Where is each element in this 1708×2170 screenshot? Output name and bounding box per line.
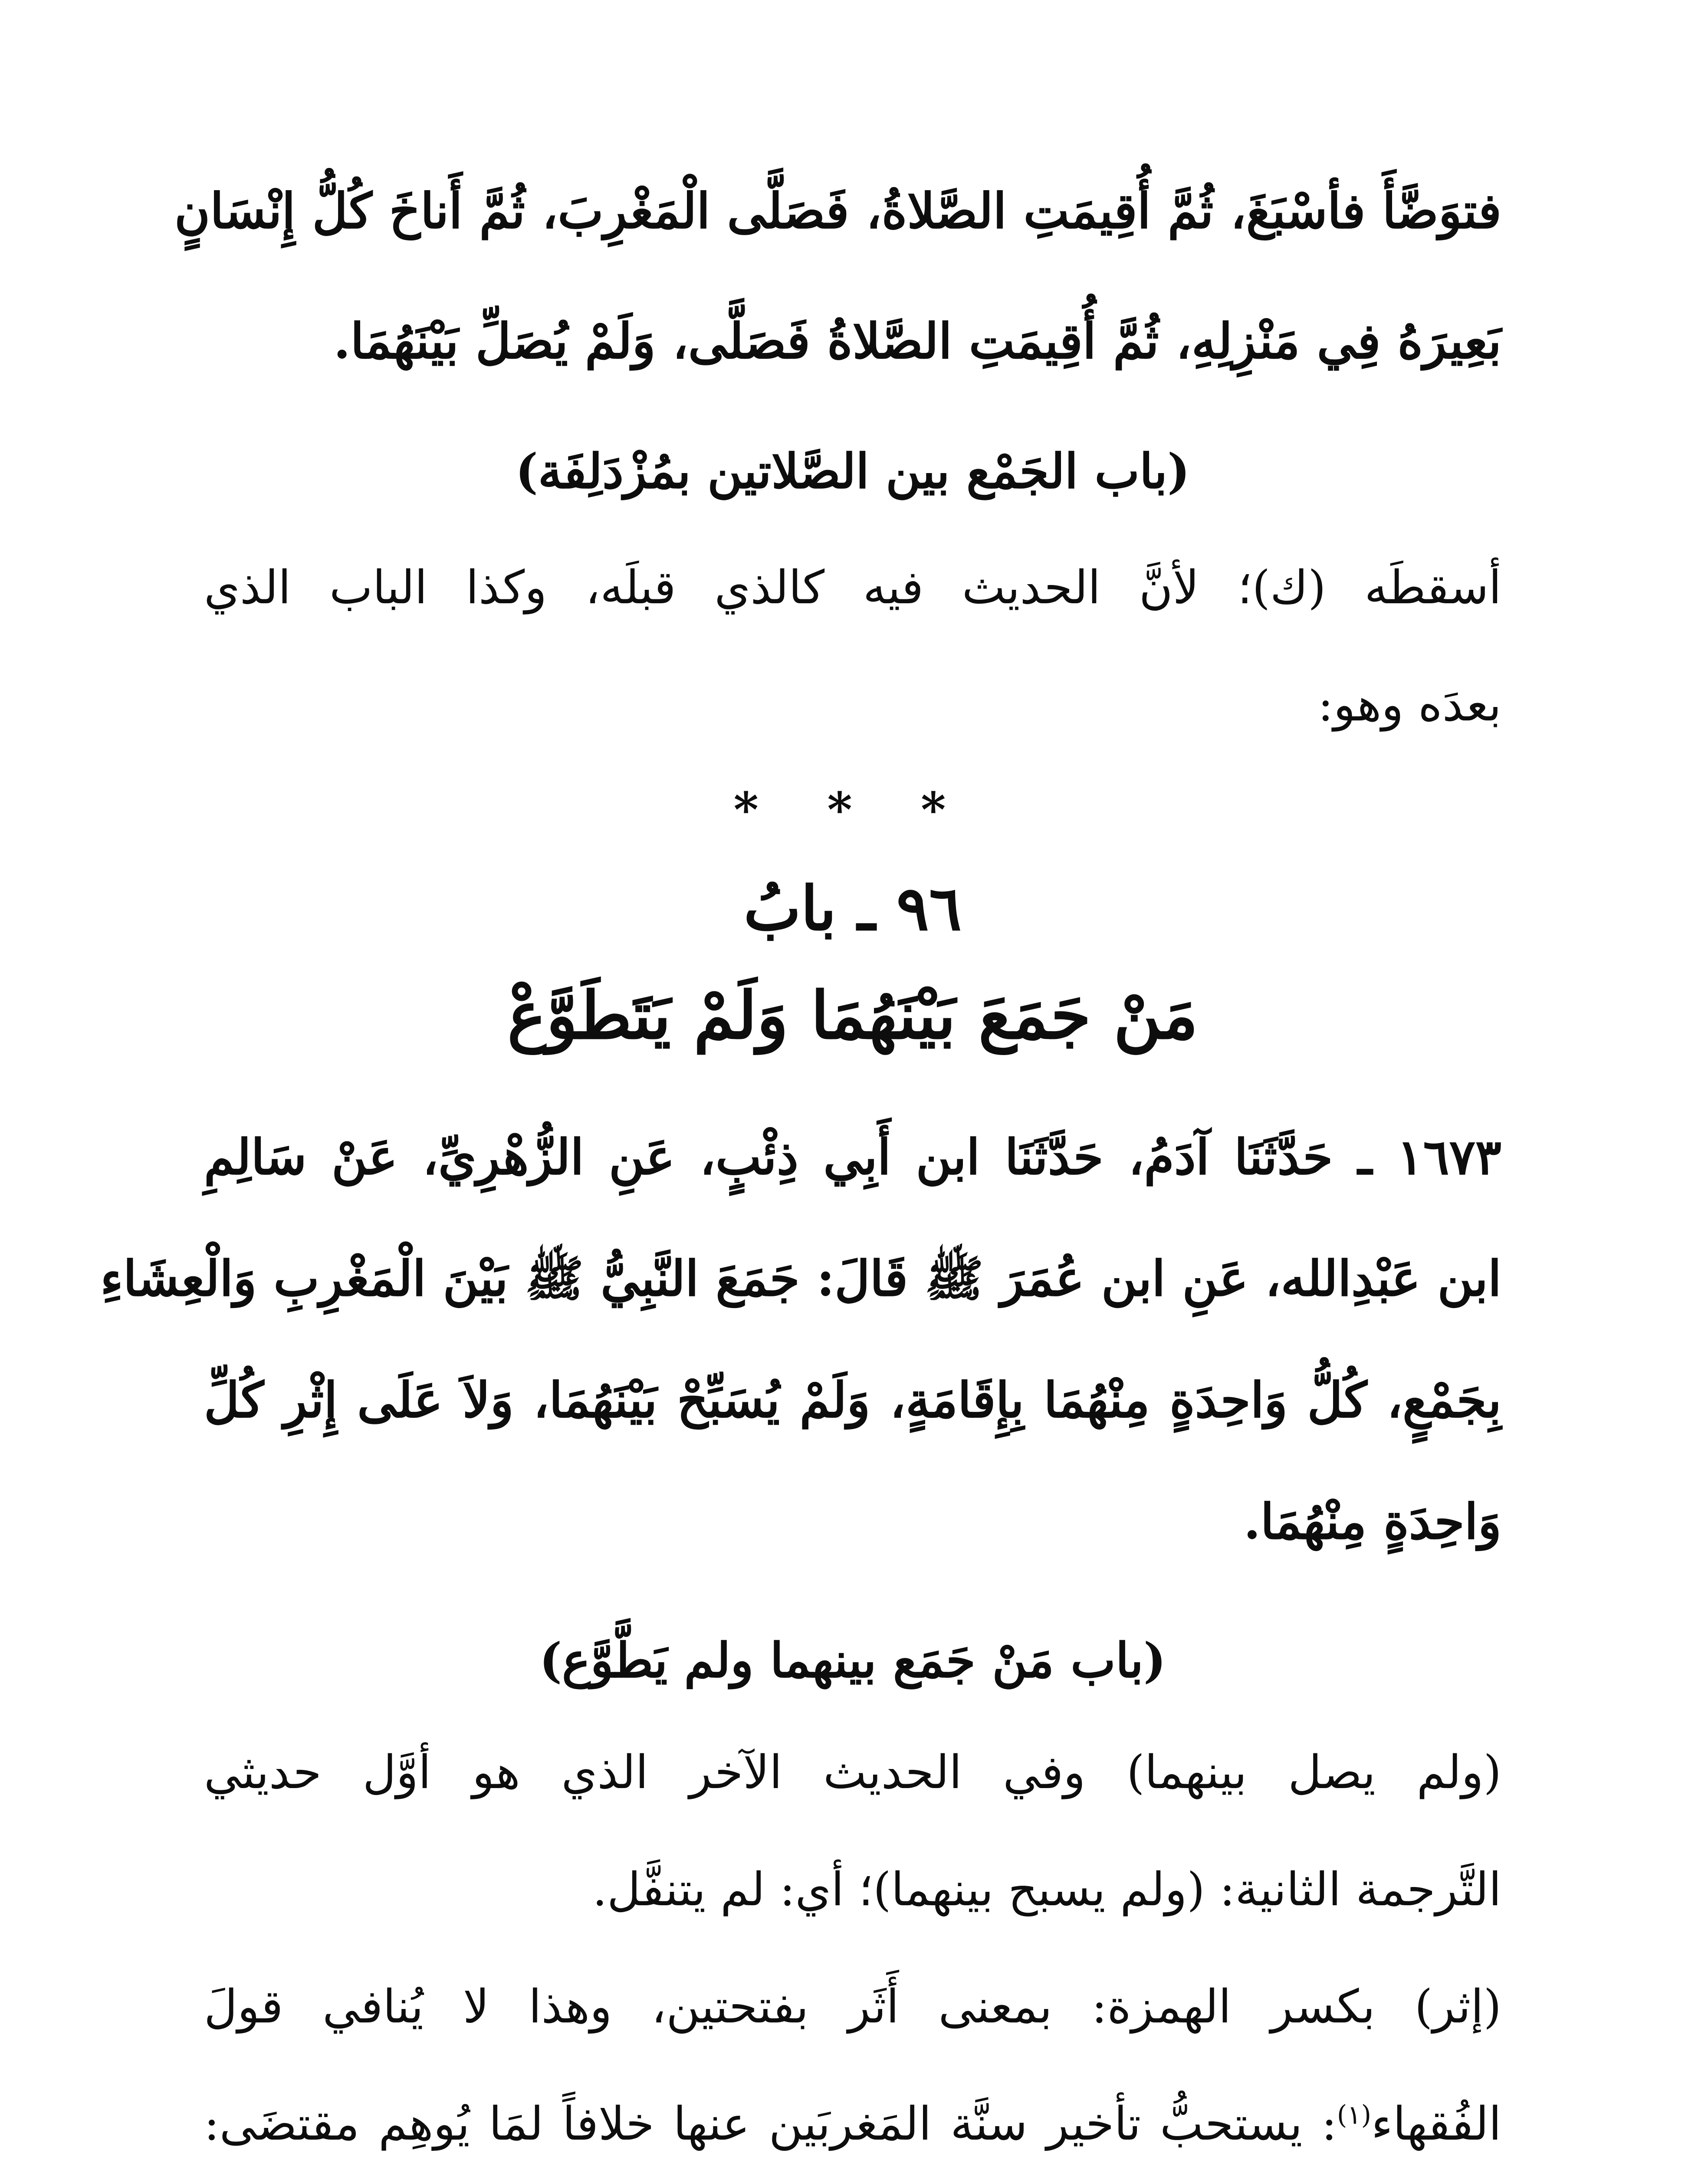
commentary-line: (ولم يصل بينهما) وفي الحديث الآخر الذي هو أوَّل حديثي	[204, 1746, 1501, 1799]
hadith-line: وَاحِدَةٍ مِنْهُمَا.	[1243, 1493, 1501, 1550]
commentary-text: : يستحبُّ تأخير سنَّة المَغربَين عنها خلافاً لمَا يُوهِم مقتضَى:	[204, 2097, 1337, 2150]
matn-line: فتوَضَّأَ فأسْبَغَ، ثُمَّ أُقِيمَتِ الصَّلاةُ، فَصَلَّى الْمَغْرِبَ، ثُمَّ أَناخَ كُلُّ إِنْسَانٍ	[174, 183, 1501, 240]
hadith-line: ١٦٧٣ ـ حَدَّثَنَا آدَمُ، حَدَّثَنَا ابن أَبِي ذِئْبٍ، عَنِ الزُّهْرِيِّ، عَنْ سَالِمِ	[204, 1129, 1501, 1186]
commentary-line: بعدَه وهو:	[1317, 678, 1501, 731]
commentary-line: التَّرجمة الثانية: (ولم يسبح بينهما)؛ أي: لم يتنفَّل.	[592, 1863, 1501, 1916]
commentary-line: أسقطَه (ك)؛ لأنَّ الحديث فيه كالذي قبلَه، وكذا الباب الذي	[204, 561, 1501, 614]
chapter-title: مَنْ جَمَعَ بَيْنَهُمَا وَلَمْ يَتَطَوَّعْ	[507, 977, 1198, 1054]
section-heading: (باب الجَمْع بين الصَّلاتين بمُزْدَلِفَة)	[515, 443, 1190, 499]
document-page	[100, 0, 1501, 2170]
hadith-line: ابن عَبْدِالله، عَنِ ابن عُمَرَ ﷺ قَالَ: جَمَعَ النَّبِيُّ ﷺ بَيْنَ الْمَغْرِبِ وَالْعِشَاءِ	[100, 1250, 1501, 1307]
chapter-number: ٩٦ ـ بابُ	[743, 873, 962, 944]
commentary-line: (إثر) بكسر الهمزة: بمعنى أَثَر بفتحتين، وهذا لا يُنافي قولَ	[204, 1980, 1501, 2033]
commentary-line	[204, 2096, 1501, 2151]
separator-stars: * * *	[733, 782, 972, 838]
footnote-reference: (١)	[1337, 2100, 1371, 2131]
matn-line: بَعِيرَهُ فِي مَنْزِلِهِ، ثُمَّ أُقِيمَتِ الصَّلاةُ فَصَلَّى، وَلَمْ يُصَلِّ بَيْنَهُمَا.	[333, 313, 1501, 370]
hadith-line: بِجَمْعٍ، كُلُّ وَاحِدَةٍ مِنْهُمَا بِإِقَامَةٍ، وَلَمْ يُسَبِّحْ بَيْنَهُمَا، وَلاَ عَلَى إِثْرِ كُلِّ	[204, 1372, 1501, 1429]
commentary-word: الفُقهاء	[1371, 2097, 1501, 2150]
commentary-heading: (باب مَنْ جَمَع بينهما ولم يَطَّوَّع)	[539, 1632, 1166, 1688]
